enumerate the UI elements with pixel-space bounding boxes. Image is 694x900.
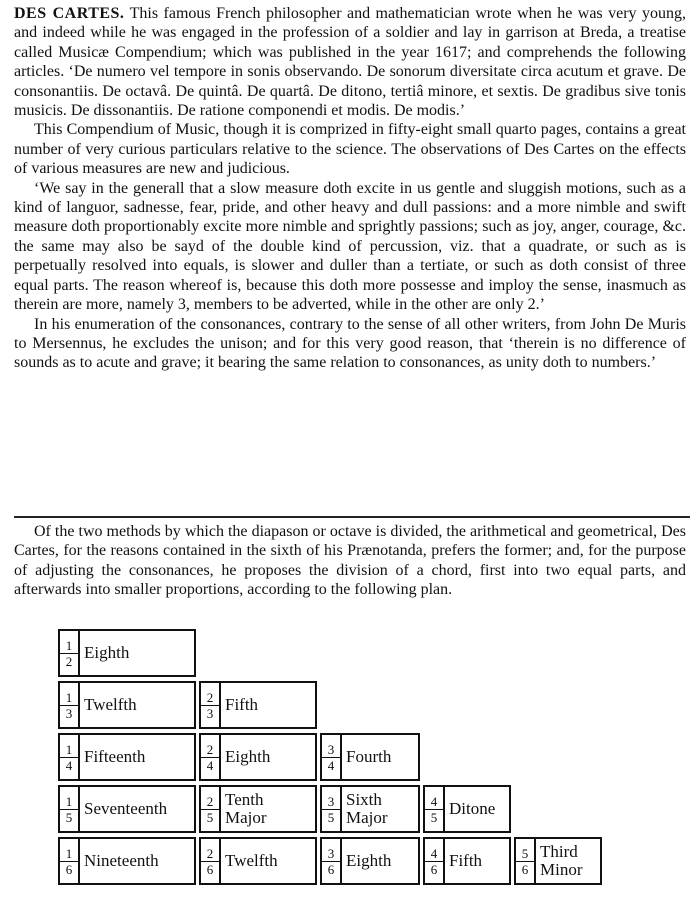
text-block-lower bbox=[14, 522, 686, 600]
table-cell bbox=[199, 731, 320, 783]
fraction-numerator: 1 bbox=[60, 742, 78, 758]
interval-cell bbox=[199, 837, 317, 885]
paragraph-compendium: This Compendium of Music, though it is comprized in fifty-eight small quarto pages, contains a great number of very curious particulars relative to the science. The observations of Des Cartes on the effects of various measures are new and judicious. bbox=[14, 121, 686, 178]
fraction-denominator: 2 bbox=[65, 653, 73, 669]
table-cell bbox=[199, 679, 320, 731]
interval-cell bbox=[58, 837, 196, 885]
fraction-denominator: 4 bbox=[206, 757, 214, 773]
table-row bbox=[58, 731, 605, 783]
interval-name: Fifth bbox=[225, 695, 259, 714]
interval-name: Fifteenth bbox=[84, 747, 146, 766]
fraction bbox=[322, 839, 342, 883]
fraction-denominator: 6 bbox=[430, 861, 438, 877]
table-row bbox=[58, 679, 605, 731]
fraction bbox=[201, 787, 221, 831]
fraction-numerator: 5 bbox=[516, 846, 534, 862]
fraction bbox=[201, 839, 221, 883]
fraction-numerator: 1 bbox=[60, 638, 78, 654]
entry-heading: DES CARTES. bbox=[14, 5, 125, 22]
interval-name: Third Minor bbox=[540, 842, 583, 879]
fraction-numerator: 1 bbox=[60, 690, 78, 706]
interval-name: Fourth bbox=[346, 747, 392, 766]
fraction-denominator: 5 bbox=[206, 809, 214, 825]
page-crease-divider bbox=[14, 516, 690, 518]
fraction bbox=[322, 735, 342, 779]
table-cell bbox=[199, 835, 320, 887]
fraction bbox=[60, 839, 80, 883]
fraction-denominator: 6 bbox=[521, 861, 529, 877]
table-cell bbox=[58, 679, 199, 731]
table-cell bbox=[320, 731, 423, 783]
fraction-numerator: 2 bbox=[201, 794, 219, 810]
interval-name: Tenth Major bbox=[225, 790, 267, 827]
fraction-numerator: 2 bbox=[201, 742, 219, 758]
fraction-numerator: 3 bbox=[322, 794, 340, 810]
text-block-upper bbox=[14, 4, 686, 373]
fraction-numerator: 1 bbox=[60, 794, 78, 810]
table-cell bbox=[423, 835, 514, 887]
interval-name: Sixth Major bbox=[346, 790, 388, 827]
fraction-denominator: 5 bbox=[65, 809, 73, 825]
fraction-numerator: 4 bbox=[425, 794, 443, 810]
fraction-denominator: 3 bbox=[206, 705, 214, 721]
fraction-denominator: 5 bbox=[430, 809, 438, 825]
fraction bbox=[60, 787, 80, 831]
fraction-denominator: 6 bbox=[206, 861, 214, 877]
interval-name: Nineteenth bbox=[84, 851, 159, 870]
table-row bbox=[58, 835, 605, 887]
interval-cell bbox=[320, 837, 420, 885]
table-cell bbox=[514, 835, 605, 887]
fraction bbox=[322, 787, 342, 831]
interval-cell bbox=[423, 785, 511, 833]
fraction bbox=[201, 735, 221, 779]
table-cell bbox=[320, 783, 423, 835]
interval-cell bbox=[199, 733, 317, 781]
interval-cell bbox=[58, 629, 196, 677]
paragraph-text: This famous French philosopher and mathematician wrote when he was very young, and indeed while he was engaged in the profession of a soldier and lay in garrison at Breda, a treatise called Musicæ Compendium; which was published in the year 1617; and comprehends the following articles. ‘De numero vel tempore in sonis observando. De sonorum diversitate circa acutum et grave. De consonantiis. De octavâ. De quintâ. De quartâ. De ditono, tertiâ minore, et sextis. De gradibus sive tonis musicis. De dissonantiis. De ratione componendi et modis. De modis.’ bbox=[14, 5, 687, 120]
fraction-denominator: 6 bbox=[327, 861, 335, 877]
fraction bbox=[425, 787, 445, 831]
interval-name: Eighth bbox=[346, 851, 392, 870]
fraction-numerator: 4 bbox=[425, 846, 443, 862]
table-row bbox=[58, 783, 605, 835]
interval-cell bbox=[58, 681, 196, 729]
interval-cell bbox=[58, 733, 196, 781]
table-cell bbox=[199, 783, 320, 835]
table-row bbox=[58, 627, 605, 679]
interval-name: Fifth bbox=[449, 851, 483, 870]
table-cell bbox=[58, 731, 199, 783]
interval-cell bbox=[58, 785, 196, 833]
interval-cell bbox=[199, 785, 317, 833]
paragraph-quote-measure: ‘We say in the generall that a slow measure doth excite in us gentle and sluggish motions, such as a kind of languor, sadnesse, fear, pride, and other heavy and dull passions: and a more nimble and swift measure doth proportionably excite more nimble and sprightly passions; such as joy, anger, courage, &c. the same may also be sayd of the double kind of percussion, viz. that a quadrate, or such as is perpetually resolved into equals, is slower and duller than a tertiate, or such as doth consist of three equal parts. The reason whereof is, because this doth more possesse and imploy the sense, inasmuch as therein are more, namely 3, members to be adverted, while in the other are only 2.’ bbox=[14, 179, 686, 314]
fraction-numerator: 3 bbox=[322, 846, 340, 862]
interval-cell bbox=[320, 785, 420, 833]
fraction bbox=[60, 631, 80, 675]
interval-name: Twelfth bbox=[84, 695, 137, 714]
fraction bbox=[425, 839, 445, 883]
table-cell bbox=[58, 627, 199, 679]
fraction-denominator: 3 bbox=[65, 705, 73, 721]
interval-cell bbox=[514, 837, 602, 885]
paragraph-des-cartes bbox=[14, 4, 686, 120]
interval-name: Eighth bbox=[84, 643, 130, 662]
interval-name: Ditone bbox=[449, 799, 496, 818]
fraction-numerator: 2 bbox=[201, 690, 219, 706]
table-cell bbox=[58, 835, 199, 887]
paragraph-consonances: In his enumeration of the consonances, contrary to the sense of all other writers, from John De Muris to Mersennus, he excludes the unison; and for this very good reason, that ‘therein is no difference of sounds as to acute and grave; it bearing the same relation to consonances, as unity doth to numbers.’ bbox=[14, 315, 686, 372]
fraction-denominator: 6 bbox=[65, 861, 73, 877]
fraction bbox=[516, 839, 536, 883]
interval-name: Twelfth bbox=[225, 851, 278, 870]
interval-name: Seventeenth bbox=[84, 799, 168, 818]
paragraph-diapason: Of the two methods by which the diapason or octave is divided, the arithmetical and geometrical, Des Cartes, for the reasons contained in the sixth of his Prænotanda, prefers the former; and, for the purpose of adjusting the consonances, he proposes the division of a chord, first into two equal parts, and afterwards into smaller proportions, according to the following plan. bbox=[14, 523, 686, 599]
table-cell bbox=[423, 783, 514, 835]
fraction-numerator: 3 bbox=[322, 742, 340, 758]
table-cell bbox=[58, 783, 199, 835]
table-cell bbox=[320, 835, 423, 887]
fraction-denominator: 4 bbox=[65, 757, 73, 773]
chord-division-table bbox=[58, 627, 605, 887]
interval-name: Eighth bbox=[225, 747, 271, 766]
fraction bbox=[201, 683, 221, 727]
fraction bbox=[60, 735, 80, 779]
fraction-numerator: 1 bbox=[60, 846, 78, 862]
fraction-denominator: 4 bbox=[327, 757, 335, 773]
interval-cell bbox=[423, 837, 511, 885]
fraction bbox=[60, 683, 80, 727]
interval-cell bbox=[320, 733, 420, 781]
fraction-numerator: 2 bbox=[201, 846, 219, 862]
interval-cell bbox=[199, 681, 317, 729]
fraction-denominator: 5 bbox=[327, 809, 335, 825]
